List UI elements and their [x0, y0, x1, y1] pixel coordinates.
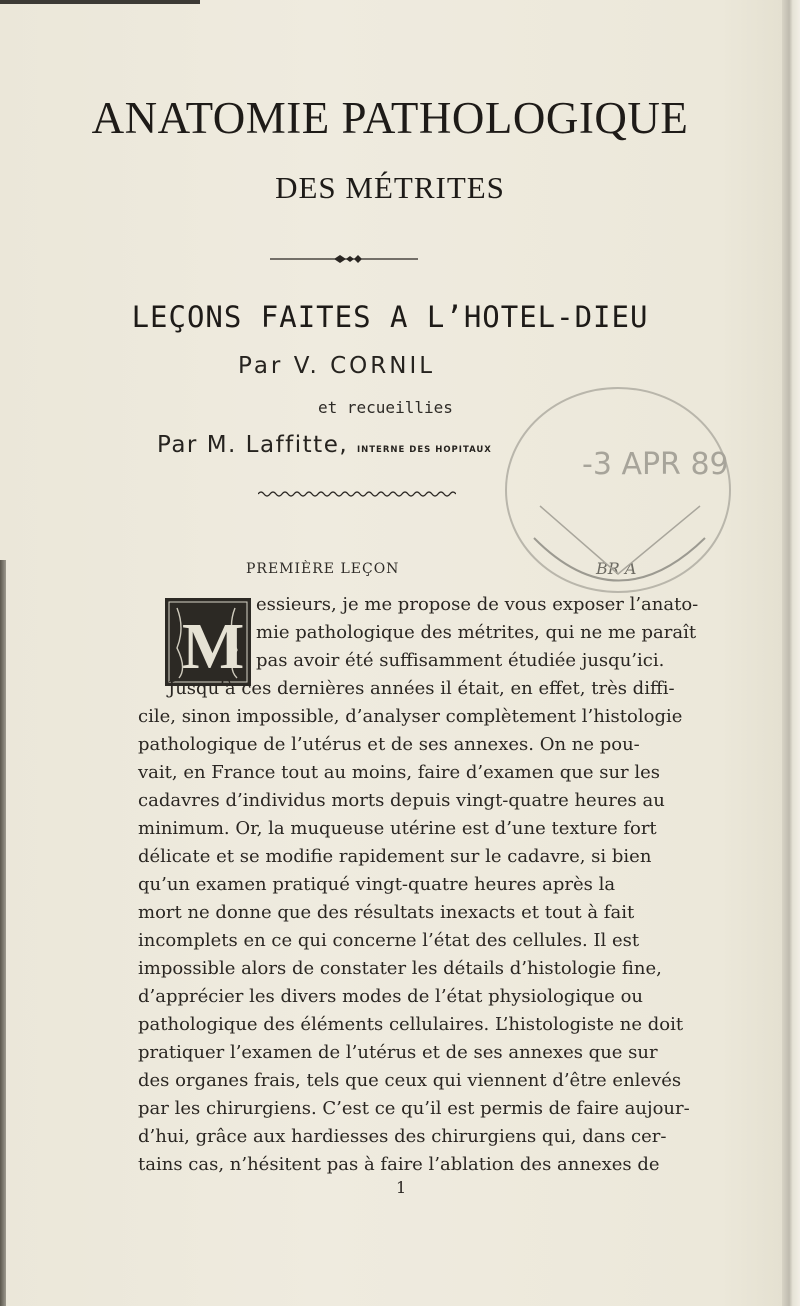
text-line: pas avoir été suffisamment étudiée jusqu’ici. — [256, 650, 665, 671]
wavy-rule — [258, 490, 456, 498]
lecons-heading: LEÇONS FAITES A L’HOTEL-DIEU — [131, 300, 649, 334]
text-line: tains cas, n’hésitent pas à faire l’ablation des annexes de — [138, 1154, 660, 1175]
author-line: Par V. CORNIL — [238, 353, 436, 379]
collected-line: et recueillies — [318, 398, 453, 417]
page-left-edge — [0, 560, 6, 1306]
page-right-edge — [782, 0, 800, 1306]
text-line: d’apprécier les divers modes de l’état physiologique ou — [138, 986, 644, 1007]
text-line: Jusqu’à ces dernières années il était, en effet, très diffi- — [168, 678, 675, 699]
stamp-ring-text: BR A — [596, 559, 637, 578]
text-line: pathologique des éléments cellulaires. L’histologiste ne doit — [138, 1014, 684, 1035]
dropcap-m — [165, 598, 251, 686]
library-stamp — [500, 378, 740, 608]
page-top-shadow — [0, 0, 200, 4]
text-line: qu’un examen pratiqué vingt-quatre heures après la — [138, 874, 616, 895]
editor-note: INTERNE DES HOPITAUX — [356, 445, 492, 455]
book-title: ANATOMIE PATHOLOGIQUE — [91, 93, 689, 143]
text-line: minimum. Or, la muqueuse utérine est d’une texture fort — [138, 818, 657, 839]
text-line: vait, en France tout au moins, faire d’examen que sur les — [138, 762, 661, 783]
dropcap-letter: M — [182, 610, 245, 683]
text-line: des organes frais, tels que ceux qui viennent d’être enlevés — [138, 1070, 682, 1091]
ornament-rule — [270, 252, 418, 266]
text-line: délicate et se modifie rapidement sur le cadavre, si bien — [138, 846, 652, 867]
text-line: d’hui, grâce aux hardiesses des chirurgiens qui, dans cer- — [138, 1126, 667, 1147]
section-title: PREMIÈRE LEÇON — [246, 561, 400, 577]
editor-name: Par M. Laffitte, — [157, 432, 349, 458]
editor-line — [157, 432, 492, 458]
text-line: par les chirurgiens. C’est ce qu’il est permis de faire aujour- — [138, 1098, 690, 1119]
text-line: mort ne donne que des résultats inexacts et tout à fait — [138, 902, 635, 923]
book-subtitle: DES MÉTRITES — [275, 170, 505, 205]
text-line: cadavres d’individus morts depuis vingt-quatre heures au — [138, 790, 665, 811]
text-line: mie pathologique des métrites, qui ne me paraît — [256, 622, 697, 643]
text-line: pratiquer l’examen de l’utérus et de ses annexes que sur — [138, 1042, 658, 1063]
text-line: impossible alors de constater les détails d’histologie fine, — [138, 958, 662, 979]
text-line: incomplets en ce qui concerne l’état des cellules. Il est — [138, 930, 640, 951]
text-line: cile, sinon impossible, d’analyser complètement l’histologie — [138, 706, 683, 727]
stamp-date: -3 APR 89 — [582, 447, 729, 482]
text-line: essieurs, je me propose de vous exposer l’anato- — [256, 594, 699, 615]
text-line: pathologique de l’utérus et de ses annexes. On ne pou- — [138, 734, 640, 755]
page-number: 1 — [396, 1178, 407, 1197]
